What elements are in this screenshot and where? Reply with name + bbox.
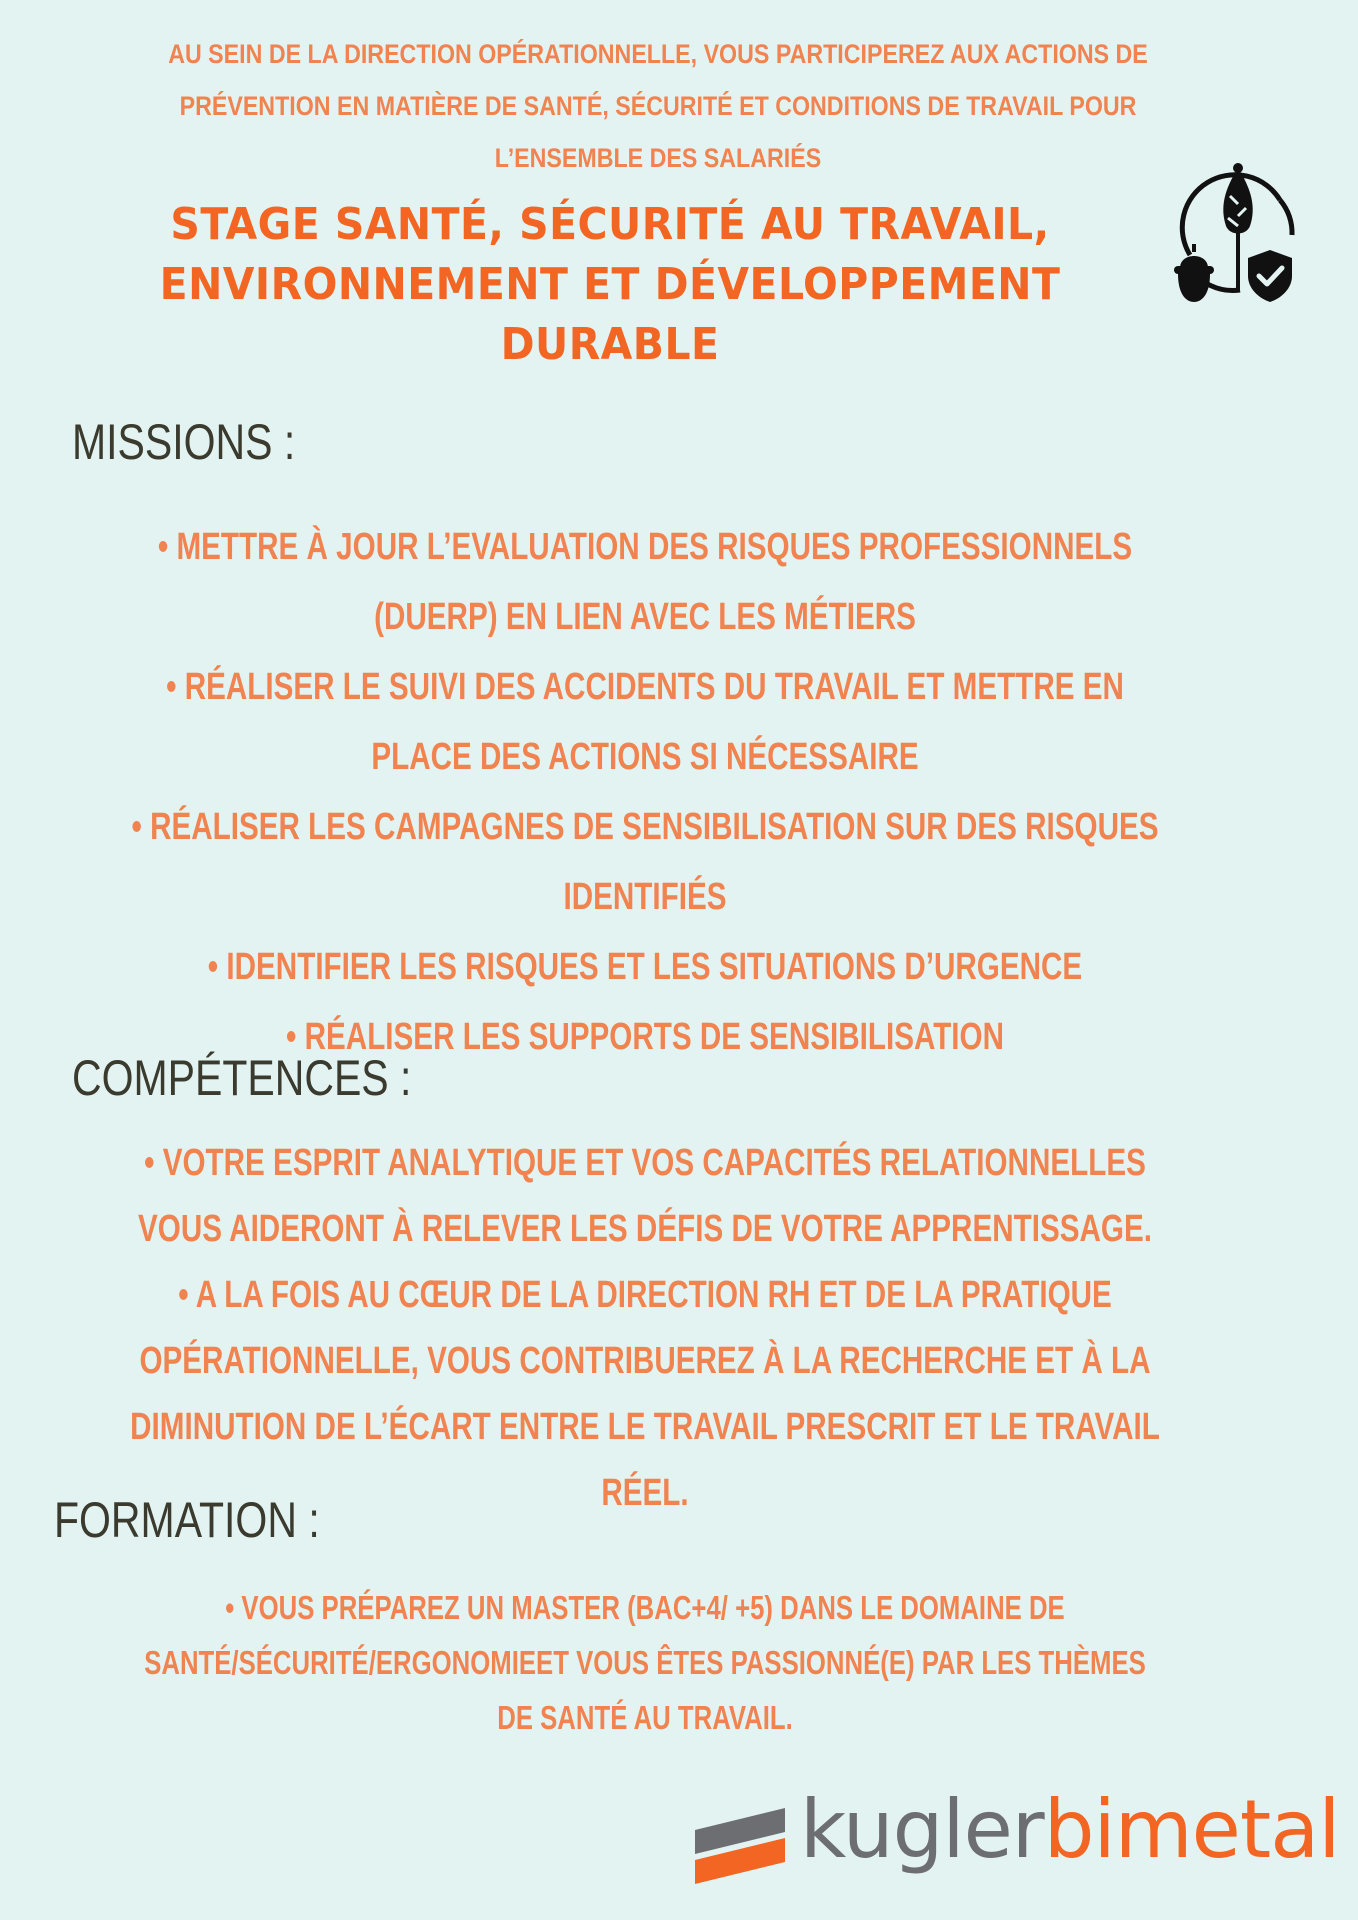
list-item: • IDENTIFIER LES RISQUES ET LES SITUATIONS D’URGENCE <box>207 946 1083 988</box>
kuglerbimetal-logo-mark <box>690 1790 790 1890</box>
list-item: • VOTRE ESPRIT ANALYTIQUE ET VOS CAPACITÉS RELATIONNELLES VOUS AIDERONT À RELEVER LES DÉFIS DE VOTRE APPRENTISSAGE. <box>138 1142 1152 1250</box>
intro-text: AU SEIN DE LA DIRECTION OPÉRATIONNELLE, VOUS PARTICIPEREZ AUX ACTIONS DE PRÉVENTION EN MATIÈRE DE SANTÉ, SÉCURITÉ ET CONDITIONS DE TRAVAIL POUR L’ENSEMBLE DES SALARIÉS <box>168 39 1148 173</box>
brand-name <box>800 1780 1339 1880</box>
page-title-line-2: ENVIRONNEMENT ET DÉVELOPPEMENT DURABLE <box>159 259 1061 370</box>
list-item: • VOUS PRÉPAREZ UN MASTER (BAC+4/ +5) DANS LE DOMAINE DE SANTÉ/SÉCURITÉ/ERGONOMIEET VOUS ÊTES PASSIONNÉ(E) PAR LES THÈMES DE SANTÉ AU TRAVAIL. <box>144 1589 1146 1736</box>
formation-list <box>126 1580 1163 1745</box>
missions-list <box>126 512 1163 1072</box>
competences-heading: COMPÉTENCES : <box>72 1050 412 1106</box>
list-item: • RÉALISER LE SUIVI DES ACCIDENTS DU TRAVAIL ET METTRE EN PLACE DES ACTIONS SI NÉCESSAIRE <box>166 666 1124 778</box>
brand-logo <box>690 1780 1340 1890</box>
brand-name-bimetal: bimetal <box>1043 1783 1340 1876</box>
brand-name-kugler: kugler <box>800 1783 1044 1876</box>
missions-heading: MISSIONS : <box>72 414 296 470</box>
list-item: • RÉALISER LES CAMPAGNES DE SENSIBILISATION SUR DES RISQUES IDENTIFIÉS <box>131 806 1159 918</box>
formation-heading: FORMATION : <box>54 1492 320 1548</box>
list-item: • METTRE À JOUR L’EVALUATION DES RISQUES PROFESSIONNELS (DUERP) EN LIEN AVEC LES MÉTIERS <box>157 526 1133 638</box>
competences-list <box>126 1130 1163 1526</box>
list-item: • RÉALISER LES SUPPORTS DE SENSIBILISATION <box>286 1016 1004 1058</box>
list-item: • A LA FOIS AU CŒUR DE LA DIRECTION RH ET DE LA PRATIQUE OPÉRATIONNELLE, VOUS CONTRIBUEREZ À LA RECHERCHE ET À LA DIMINUTION DE L’ÉCART ENTRE LE TRAVAIL PRESCRIT ET LE TRAVAIL RÉEL. <box>130 1274 1160 1514</box>
page-title <box>108 195 1112 375</box>
environment-safety-icon <box>1160 160 1310 310</box>
page-title-line-1: STAGE SANTÉ, SÉCURITÉ AU TRAVAIL, <box>170 199 1050 250</box>
